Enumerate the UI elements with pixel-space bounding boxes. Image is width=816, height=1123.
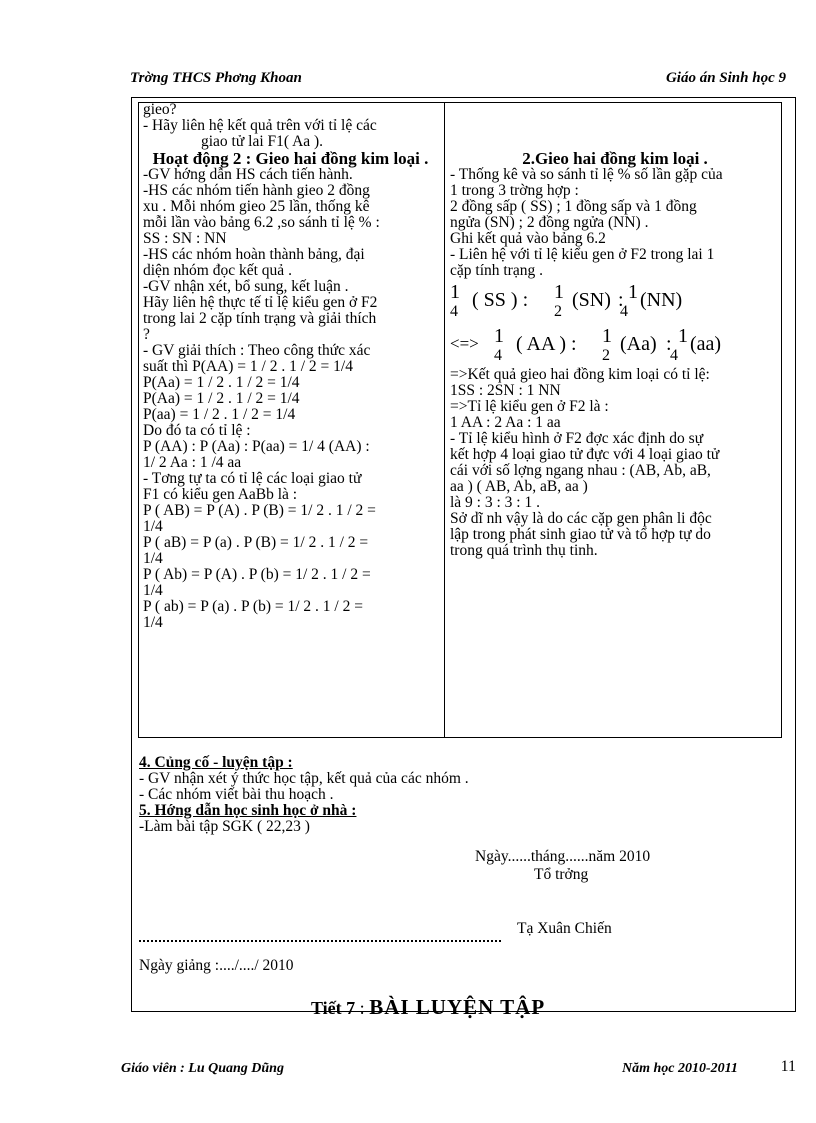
text-line: mỗi lần vào bảng 6.2 ,so sánh tỉ lệ % : [143, 214, 380, 231]
frac-num: 1 [602, 325, 612, 347]
signature-date: Ngày......tháng......năm 2010 [475, 848, 651, 865]
frac-term: (SN) [572, 289, 611, 311]
footer-year: Năm học 2010-2011 [622, 1061, 738, 1076]
right-body-1 [450, 167, 780, 279]
text-line: P ( aB) = P (a) . P (B) = 1/ 2 . 1 / 2 = [143, 534, 369, 551]
frac-den: 4 [620, 303, 628, 320]
text-line: -HS các nhóm tiến hành gieo 2 đồng [143, 182, 370, 199]
text-line: trong lai 2 cặp tính trạng và giải thích [143, 310, 377, 327]
frac-sep: : [666, 333, 672, 355]
text-line: - Thống kê và so sánh tỉ lệ % số lần gặp của [450, 166, 723, 183]
closing-section [139, 755, 779, 835]
text-line: 1 trong 3 trờng hợp : [450, 182, 579, 199]
lesson-name: BÀI LUYỆN TẬP [369, 995, 546, 1019]
text-line: kết hợp 4 loại giao tử đực với 4 loại giao tử [450, 446, 720, 463]
text-line: =>Kết quả gieo hai đồng kim loại có tỉ lệ: [450, 366, 710, 383]
text-line: suất thì P(AA) = 1 / 2 . 1 / 2 = 1/4 [143, 358, 353, 375]
left-line: - Hãy liên hệ kết quả trên với tỉ lệ các [143, 117, 377, 134]
text-line: Ghi kết quả vào bảng 6.2 [450, 230, 606, 247]
text-line: cái với số lợng ngang nhau : (AB, Ab, aB, [450, 462, 711, 479]
table-divider [444, 102, 445, 738]
consolidate-title: 4. Củng cố - luyện tập : [139, 754, 293, 771]
frac-term: (NN) [640, 289, 683, 311]
text-line: - Liên hệ với tỉ lệ kiểu gen ở F2 trong lai 1 [450, 246, 715, 263]
signature-role: Tổ trởng [534, 866, 589, 883]
school-name: Trờng THCS Phơng Khoan [130, 70, 302, 86]
left-line: giao tử lai F1( Aa ). [201, 133, 324, 150]
text-line: P ( AB) = P (A) . P (B) = 1/ 2 . 1 / 2 = [143, 502, 376, 519]
text-line: -HS các nhóm hoàn thành bảng, đại [143, 246, 365, 263]
text-line: - GV giải thích : Theo công thức xác [143, 342, 371, 359]
text-line: cặp tính trạng . [450, 262, 543, 279]
text-line: 1 AA : 2 Aa : 1 aa [450, 414, 561, 431]
text-line: - Tỉ lệ kiểu hình ở F2 đợc xác định do sự [450, 430, 704, 447]
text-line: P (AA) : P (Aa) : P(aa) = 1/ 4 (AA) : [143, 438, 370, 455]
frac-num: 1 [628, 281, 638, 303]
text-line: diện nhóm đọc kết quả . [143, 262, 292, 279]
lesson-title [311, 995, 545, 1020]
frac-term: (Aa) [620, 333, 657, 355]
frac-num: 1 [450, 281, 460, 303]
ratio-genes [450, 325, 780, 373]
consolidate-item: - GV nhận xét ý thức học tập, kết quả của các nhóm . [139, 770, 469, 787]
teaching-date: Ngày giảng :..../..../ 2010 [139, 957, 294, 974]
lesson-content [450, 102, 780, 559]
frac-term: (aa) [690, 333, 722, 355]
text-line: Hãy liên hệ thực tế tỉ lệ kiểu gen ở F2 [143, 294, 378, 311]
lesson-number: Tiết 7 [311, 998, 356, 1018]
right-body-2 [450, 367, 780, 559]
text-line: trong quá trình thụ tinh. [450, 542, 598, 559]
frac-den: 4 [450, 303, 458, 320]
text-line: 1/4 [143, 518, 163, 535]
text-line: ngửa (SN) ; 2 đồng ngửa (NN) . [450, 214, 649, 231]
frac-den: 4 [670, 347, 678, 364]
frac-num: 1 [554, 281, 564, 303]
text-line: P ( Ab) = P (A) . P (b) = 1/ 2 . 1 / 2 = [143, 566, 371, 583]
text-line: 1/4 [143, 550, 163, 567]
text-line: P(Aa) = 1 / 2 . 1 / 2 = 1/4 [143, 374, 300, 391]
signature-name: Tạ Xuân Chiến [517, 920, 612, 937]
text-line: P ( ab) = P (a) . P (b) = 1/ 2 . 1 / 2 = [143, 598, 363, 615]
homework-item: -Làm bài tập SGK ( 22,23 ) [139, 818, 310, 835]
text-line: 1/4 [143, 582, 163, 599]
frac-term: ( SS ) : [472, 289, 529, 311]
consolidate-item: - Các nhóm viết bài thu hoạch . [139, 786, 334, 803]
frac-sep: : [618, 289, 624, 311]
text-line: aa ) ( AB, Ab, aB, aa ) [450, 478, 588, 495]
page-number: 11 [780, 1058, 796, 1075]
activity-heading: Hoạt động 2 : Gieo hai đồng kim loại . [152, 149, 429, 168]
text-line: xu . Mỗi nhóm gieo 25 lần, thống kê [143, 198, 370, 215]
footer-teacher: Giáo viên : Lu Quang Dũng [121, 1061, 284, 1076]
text-line: P(aa) = 1 / 2 . 1 / 2 = 1/4 [143, 406, 296, 423]
frac-den: 2 [554, 303, 562, 320]
dotted-divider [139, 940, 501, 942]
text-line: ? [143, 326, 150, 343]
frac-den: 2 [602, 347, 610, 364]
text-line: 1/4 [143, 614, 163, 631]
text-line: Sở dĩ nh vậy là do các cặp gen phân li độc [450, 510, 712, 527]
text-line: =>Tỉ lệ kiểu gen ở F2 là : [450, 398, 609, 415]
text-line: là 9 : 3 : 3 : 1 . [450, 494, 540, 511]
text-line: -GV hớng dẫn HS cách tiến hành. [143, 166, 353, 183]
text-line: P(Aa) = 1 / 2 . 1 / 2 = 1/4 [143, 390, 300, 407]
text-line: SS : SN : NN [143, 230, 227, 247]
text-line: lập trong phát sinh giao tử và tổ hợp tự do [450, 526, 711, 543]
text-line: F1 có kiểu gen AaBb là : [143, 486, 298, 503]
frac-num: 1 [494, 325, 504, 347]
content-heading: 2.Gieo hai đồng kim loại . [522, 149, 708, 168]
frac-term: ( AA ) : [516, 333, 577, 355]
text-line: 2 đồng sấp ( SS) ; 1 đồng sấp và 1 đồng [450, 198, 697, 215]
teacher-student-activities [143, 102, 438, 631]
text-line: Do đó ta có tỉ lệ : [143, 422, 251, 439]
text-line: 1SS : 2SN : 1 NN [450, 382, 561, 399]
left-line: gieo? [143, 101, 177, 118]
text-line: 1/ 2 Aa : 1 /4 aa [143, 454, 242, 471]
lesson-sep: : [355, 998, 365, 1018]
frac-num: 1 [678, 325, 688, 347]
text-line: -GV nhận xét, bổ sung, kết luận . [143, 278, 349, 295]
text-line: - Tơng tự ta có tỉ lệ các loại giao tử [143, 470, 362, 487]
frac-prefix: <=> [450, 334, 479, 353]
left-body [143, 167, 438, 631]
homework-title: 5. Hớng dẫn học sinh học ở nhà : [139, 802, 357, 819]
subject-title: Giáo án Sinh học 9 [665, 70, 786, 86]
frac-den: 4 [494, 347, 502, 364]
